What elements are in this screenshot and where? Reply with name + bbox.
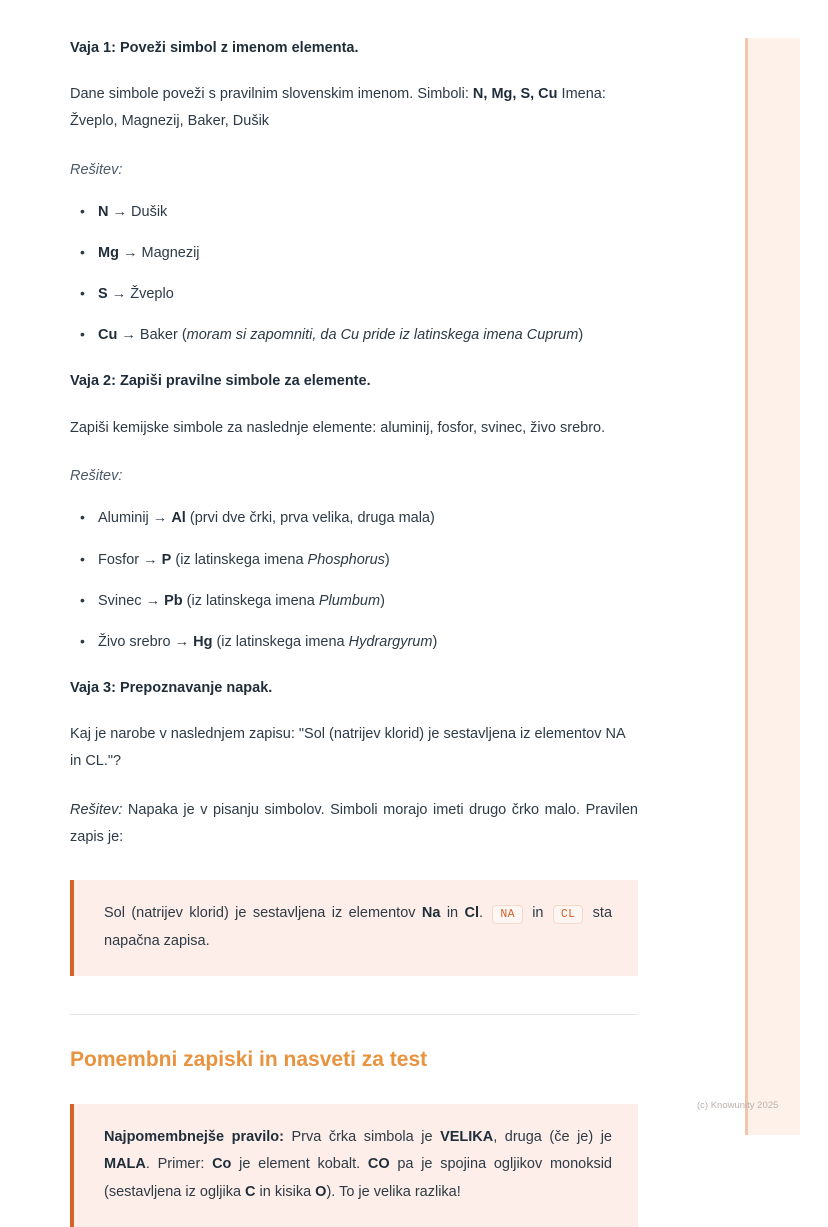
arrow-icon: → xyxy=(122,244,138,261)
exercise-1-prompt-tail: Imena: Žveplo, Magnezij, Baker, Dušik xyxy=(70,86,606,129)
rule-callout xyxy=(70,1104,638,1227)
answer-name: Baker xyxy=(139,327,178,344)
list-item xyxy=(70,507,638,530)
exercise-1-title: Vaja 1: Poveži simbol z imenom elementa. xyxy=(70,40,359,56)
exercise-1-answer-list xyxy=(70,201,638,348)
answer-note-latin: Hydrargyrum xyxy=(348,633,433,650)
answer-name: Aluminij xyxy=(98,510,149,527)
code-chip-cl: CL xyxy=(553,905,583,924)
callout-text-3: . xyxy=(479,905,490,922)
answer-note-post: ) xyxy=(384,551,390,568)
answer-note: moram si zapomniti, da Cu pride iz latinskega imena Cuprum xyxy=(186,327,579,344)
rule-bold-co-upper: CO xyxy=(367,1156,390,1173)
answer-name: Fosfor xyxy=(98,551,140,568)
list-item xyxy=(70,242,638,265)
answer-note-pre: (iz latinskega imena xyxy=(186,592,319,609)
answer-name: Žveplo xyxy=(130,286,174,303)
arrow-icon: → xyxy=(112,203,128,220)
rule-bold-mala: MALA xyxy=(104,1156,146,1173)
exercise-2-solution-label: Rešitev: xyxy=(70,468,123,485)
exercise-2-answer-list xyxy=(70,507,638,654)
exercise-1-prompt-lead: Dane simbole poveži s pravilnim slovenskim imenom. Simboli: xyxy=(70,86,473,103)
rule-text-6: in kisika xyxy=(255,1184,316,1200)
answer-note: (prvi dve črki, prva velika, druga mala) xyxy=(189,510,435,527)
rule-bold-co: Co xyxy=(212,1156,232,1173)
arrow-icon: → xyxy=(174,633,190,650)
answer-symbol: Pb xyxy=(164,592,183,609)
rule-bold-o: O xyxy=(315,1184,327,1200)
rule-lead: Najpomembnejše pravilo: xyxy=(104,1128,284,1145)
list-item xyxy=(70,590,638,613)
callout-text-4: in xyxy=(525,905,550,922)
exercise-2 xyxy=(70,371,638,654)
rule-text-7: ). To je velika razlika! xyxy=(326,1184,461,1200)
answer-note-pre: (iz latinskega imena xyxy=(175,551,308,568)
rule-text-4: je element kobalt. xyxy=(231,1156,368,1173)
notes-section xyxy=(70,1045,638,1227)
exercise-3 xyxy=(70,678,638,975)
rule-callout-text xyxy=(104,1124,612,1207)
answer-note-pre: (iz latinskega imena xyxy=(216,633,349,650)
exercise-1 xyxy=(70,38,638,347)
rule-text-3: . Primer: xyxy=(145,1156,213,1173)
list-item xyxy=(70,631,638,654)
callout-symbol-na: Na xyxy=(421,905,441,922)
arrow-icon: → xyxy=(152,510,168,527)
document-content xyxy=(70,38,638,1227)
exercise-1-prompt-symbols: N, Mg, S, Cu xyxy=(472,86,558,103)
correction-callout-text xyxy=(104,900,612,955)
arrow-icon: → xyxy=(143,551,158,568)
answer-note-post: ) xyxy=(380,592,385,609)
copyright-watermark: (c) Knowunity 2025 xyxy=(697,1100,779,1111)
callout-symbol-cl: Cl xyxy=(464,905,479,922)
rule-bold-velika: VELIKA xyxy=(440,1128,494,1145)
answer-name: Magnezij xyxy=(141,244,200,261)
rule-text-1: Prva črka simbola je xyxy=(283,1128,441,1145)
exercise-3-prompt: Kaj je narobe v naslednjem zapisu: "Sol (natrijev klorid) je sestavljena iz elementov NA in CL."? xyxy=(70,726,625,769)
rule-bold-c: C xyxy=(245,1184,256,1200)
list-item xyxy=(70,549,638,572)
answer-note-latin: Phosphorus xyxy=(307,551,385,568)
answer-name: Živo srebro xyxy=(98,633,171,650)
answer-symbol: Hg xyxy=(193,633,213,650)
rule-text-5: pa je spojina ogljikov monoksid (sestavljena iz ogljika xyxy=(104,1156,612,1200)
answer-symbol: Al xyxy=(171,510,186,527)
list-item xyxy=(70,201,638,224)
arrow-icon: → xyxy=(145,592,161,609)
list-item: • Cu → Baker (moram si zapomniti, da Cu pride iz latinskega imena Cuprum) xyxy=(70,324,638,347)
exercise-3-solution-text: Napaka je v pisanju simbolov. Simboli morajo imeti drugo črko malo. Pravilen zapis je: xyxy=(70,801,638,845)
code-chip-na: NA xyxy=(492,905,522,924)
exercise-2-prompt: Zapiši kemijske simbole za naslednje elemente: aluminij, fosfor, svinec, živo srebro. xyxy=(70,419,606,436)
arrow-icon: → xyxy=(111,286,127,303)
exercise-2-title: Vaja 2: Zapiši pravilne simbole za elemente. xyxy=(70,373,371,390)
answer-symbol: Cu xyxy=(98,327,118,344)
answer-symbol: S xyxy=(98,286,108,303)
decorative-right-strip xyxy=(745,38,800,1135)
exercise-3-title: Vaja 3: Prepoznavanje napak. xyxy=(70,680,273,697)
exercise-3-solution xyxy=(70,797,638,851)
exercise-1-prompt xyxy=(70,81,638,135)
section-divider xyxy=(70,1014,638,1015)
exercise-1-solution-label: Rešitev: xyxy=(70,161,123,178)
list-item xyxy=(70,283,638,306)
answer-note-latin: Plumbum xyxy=(318,592,381,609)
answer-symbol: Mg xyxy=(98,244,119,261)
answer-symbol: N xyxy=(98,203,109,220)
exercise-3-solution-label: Rešitev: xyxy=(70,801,123,818)
answer-name: Svinec xyxy=(98,592,142,609)
correction-callout xyxy=(70,880,638,975)
page-title: Pomembni zapiski in nasveti za test xyxy=(70,1047,428,1071)
rule-text-2: , druga (če je) je xyxy=(493,1128,612,1145)
callout-text-1: Sol (natrijev klorid) je sestavljena iz elementov xyxy=(104,905,422,922)
callout-text-2: in xyxy=(440,905,465,922)
callout-text-5: sta napačna zapisa. xyxy=(104,905,613,949)
arrow-icon: → xyxy=(121,327,136,344)
answer-symbol: P xyxy=(161,551,172,568)
answer-note-post: ) xyxy=(432,633,438,650)
answer-name: Dušik xyxy=(131,203,168,220)
